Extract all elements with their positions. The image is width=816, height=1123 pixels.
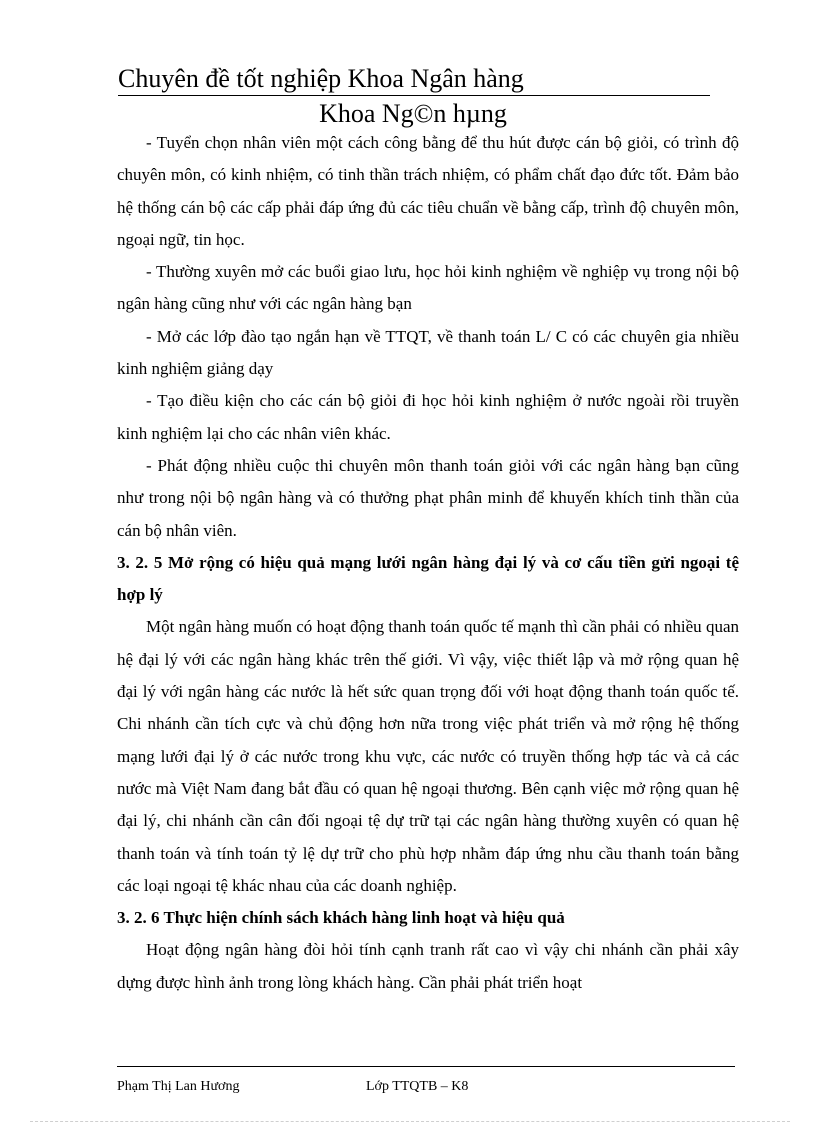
section-heading-3-2-6: 3. 2. 6 Thực hiện chính sách khách hàng linh hoạt và hiệu quả	[117, 908, 565, 928]
paragraph-training: - Mở các lớp đào tạo ngắn hạn về TTQT, về thanh toán L/ C có các chuyên gia nhiều kinh nghiệm giảng dạy	[117, 326, 739, 379]
section-heading-3-2-5: 3. 2. 5 Mở rộng có hiệu quả mạng lưới ngân hàng đại lý và cơ cấu tiền gửi ngoại tệ hợp lý	[117, 552, 739, 605]
paragraph-study-abroad: - Tạo điều kiện cho các cán bộ giỏi đi học hỏi kinh nghiệm ở nước ngoài rồi truyền kinh nghiệm lại cho các nhân viên khác.	[117, 391, 739, 443]
document-header-title: Chuyên đề tốt nghiệp Khoa Ngân hàng	[118, 62, 710, 96]
page-bottom-edge	[30, 1121, 790, 1122]
section-body-3-2-5: Một ngân hàng muốn có hoạt động thanh toán quốc tế mạnh thì cần phải có nhiều quan hệ đại lý với các ngân hàng khác trên thế giới. Vì vậy, việc thiết lập và mở rộng quan hệ đại lý với ngân hàng các nước là hết sức quan trọng đối với hoạt động thanh toán quốc tế. Chi nhánh cần tích cực và chủ động hơn nữa trong việc phát triển và mở rộng hệ thống mạng lưới đại lý ở các nước trong khu vực, các nước có truyền thống hợp tác và cả các nước mà Việt Nam đang bắt đầu có quan hệ ngoại thương. Bên cạnh việc mở rộng quan hệ đại lý, chi nhánh cần cân đối ngoại tệ dự trữ tại các ngân hàng thường xuyên có quan hệ thanh toán và tính toán tỷ lệ dự trữ cho phù hợp nhằm đáp ứng nhu cầu thanh toán bằng các loại ngoại tệ khác nhau của các doanh nghiệp.	[117, 617, 739, 895]
section-body-3-2-6: Hoạt động ngân hàng đòi hỏi tính cạnh tranh rất cao vì vậy chi nhánh cần phải xây dựng được hình ảnh trong lòng khách hàng. Cần phải phát triển hoạt	[117, 940, 739, 992]
footer-author: Phạm Thị Lan Hương	[117, 1079, 240, 1094]
paragraph-competition: - Phát động nhiều cuộc thi chuyên môn thanh toán giỏi với các ngân hàng bạn cũng như trong nội bộ ngân hàng và có thưởng phạt phân minh để khuyến khích tinh thần của cán bộ nhân viên.	[117, 455, 739, 540]
footer-class: Lớp TTQTB – K8	[366, 1079, 469, 1094]
document-header-subtitle: Khoa Ng©n hµng	[319, 99, 507, 128]
footer-divider	[117, 1066, 735, 1067]
paragraph-exchange: - Thường xuyên mở các buổi giao lưu, học hỏi kinh nghiệm về nghiệp vụ trong nội bộ ngân hàng cũng như với các ngân hàng bạn	[117, 262, 739, 314]
document-body	[117, 127, 739, 999]
paragraph-recruitment: - Tuyển chọn nhân viên một cách công bằng để thu hút được cán bộ giỏi, có trình độ chuyên môn, có kinh nhiệm, có tinh thần trách nhiệm, có phẩm chất đạo đức tốt. Đảm bảo hệ thống cán bộ các cấp phải đáp ứng đủ các tiêu chuẩn về bằng cấp, trình độ chuyên môn, ngoại ngữ, tin học.	[117, 133, 739, 249]
